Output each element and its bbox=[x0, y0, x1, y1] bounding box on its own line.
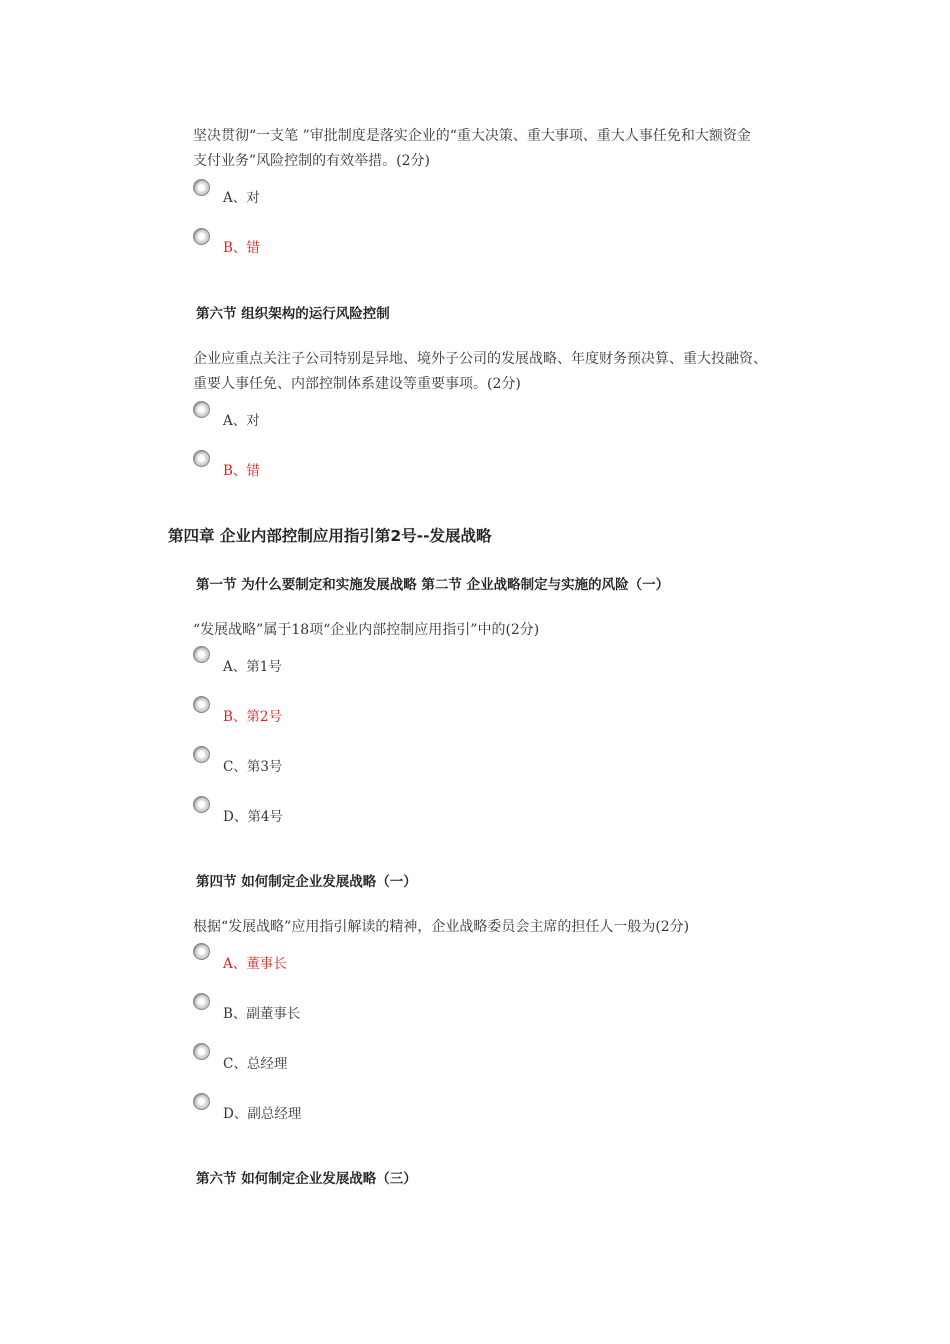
option-q4-d: D、副总经理 bbox=[223, 1106, 302, 1122]
option-q1-a: A、对 bbox=[223, 190, 260, 206]
question-2-line-2: 重要人事任免、内部控制体系建设等重要事项。(2分) bbox=[193, 376, 521, 392]
section-heading-strategy-1: 第四节 如何制定企业发展战略（一） bbox=[196, 874, 417, 890]
radio-q2-b[interactable] bbox=[193, 450, 210, 467]
question-3-line-1: “发展战略”属于18项“企业内部控制应用指引”中的(2分) bbox=[193, 622, 540, 638]
radio-q4-b[interactable] bbox=[193, 993, 210, 1010]
question-1-line-2: 支付业务”风险控制的有效举措。(2分) bbox=[193, 153, 430, 169]
section-heading-org-risk: 第六节 组织架构的运行风险控制 bbox=[196, 306, 390, 322]
radio-q3-d[interactable] bbox=[193, 796, 210, 813]
option-q3-c: C、第3号 bbox=[223, 759, 283, 775]
radio-q3-a[interactable] bbox=[193, 646, 210, 663]
section-heading-strategy-3: 第六节 如何制定企业发展战略（三） bbox=[196, 1171, 417, 1187]
radio-q3-b[interactable] bbox=[193, 696, 210, 713]
option-q2-b: B、错 bbox=[223, 463, 260, 479]
radio-q1-b[interactable] bbox=[193, 228, 210, 245]
option-q4-b: B、副董事长 bbox=[223, 1006, 301, 1022]
option-q3-d: D、第4号 bbox=[223, 809, 283, 825]
question-4-line-1: 根据“发展战略”应用指引解读的精神，企业战略委员会主席的担任人一般为(2分) bbox=[193, 919, 690, 935]
option-q3-b: B、第2号 bbox=[223, 709, 283, 725]
radio-q2-a[interactable] bbox=[193, 401, 210, 418]
option-q4-a: A、董事长 bbox=[223, 956, 287, 972]
radio-q1-a[interactable] bbox=[193, 179, 210, 196]
question-2-line-1: 企业应重点关注子公司特别是异地、境外子公司的发展战略、年度财务预决算、重大投融资、 bbox=[193, 351, 767, 367]
option-q2-a: A、对 bbox=[223, 413, 260, 429]
radio-q4-a[interactable] bbox=[193, 943, 210, 960]
question-1-line-1: 坚决贯彻“一支笔 ”审批制度是落实企业的“重大决策、重大事项、重大人事任免和大额资金 bbox=[193, 128, 751, 144]
chapter-heading: 第四章 企业内部控制应用指引第2号--发展战略 bbox=[168, 527, 492, 545]
radio-q4-c[interactable] bbox=[193, 1043, 210, 1060]
section-heading-strategy-risk: 第一节 为什么要制定和实施发展战略 第二节 企业战略制定与实施的风险（一） bbox=[196, 577, 670, 593]
option-q1-b: B、错 bbox=[223, 240, 260, 256]
radio-q3-c[interactable] bbox=[193, 746, 210, 763]
radio-q4-d[interactable] bbox=[193, 1093, 210, 1110]
option-q4-c: C、总经理 bbox=[223, 1056, 288, 1072]
option-q3-a: A、第1号 bbox=[223, 659, 282, 675]
